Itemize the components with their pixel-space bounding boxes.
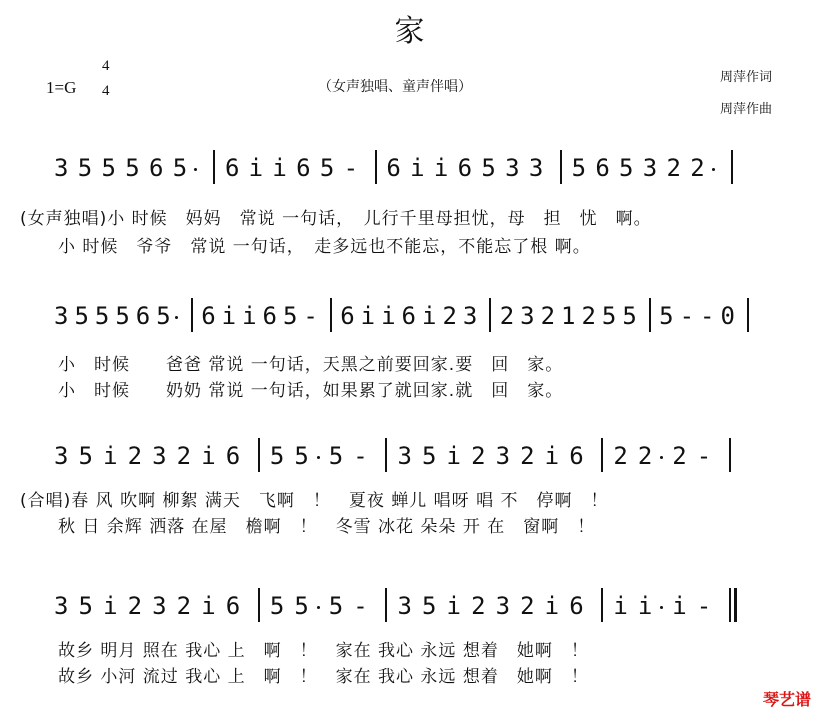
score-note: 3 xyxy=(520,302,535,330)
score-note: i xyxy=(248,154,264,182)
score-note: 2 xyxy=(471,442,486,470)
score-note: i xyxy=(613,592,628,620)
score-note: i xyxy=(360,302,376,330)
score-row-4 xyxy=(50,588,790,638)
score-note: i xyxy=(544,592,560,620)
bar-line xyxy=(747,298,749,332)
score-note: 1 xyxy=(561,302,576,330)
score-note: 6 xyxy=(225,442,241,470)
score-note: 0 xyxy=(720,302,735,330)
score-note: 6 xyxy=(386,154,401,182)
score-row-3 xyxy=(50,438,790,488)
score-note: 2 xyxy=(499,302,515,330)
bar-line xyxy=(734,588,737,622)
lyricist-credit: 周萍作词 xyxy=(720,70,773,85)
lyric-line-4a: 故乡 明月 照在 我心 上 啊 ！ 家在 我心 永远 想着 她啊 ！ xyxy=(58,641,589,661)
augmentation-dot xyxy=(317,456,320,459)
score-note: i xyxy=(272,154,287,182)
score-note: i xyxy=(103,442,118,470)
score-note: 3 xyxy=(462,302,478,330)
score-note: 6 xyxy=(569,592,584,620)
score-note: - xyxy=(700,302,715,330)
score-note: 3 xyxy=(528,154,544,182)
score-note: 5 xyxy=(422,592,437,620)
score-note: 2 xyxy=(540,302,556,330)
score-note: 3 xyxy=(505,154,520,182)
score-note: i xyxy=(446,442,461,470)
score-note: 6 xyxy=(457,154,473,182)
score-note: 5 xyxy=(78,442,93,470)
score-note: 5 xyxy=(156,302,171,330)
score-note: 3 xyxy=(54,302,69,330)
score-note: i xyxy=(242,302,257,330)
score-note: i xyxy=(637,592,653,620)
score-note: 2 xyxy=(520,592,535,620)
composer-credit: 周萍作曲 xyxy=(720,102,773,117)
score-note: i xyxy=(672,592,687,620)
lyric-line-1a: (女声独唱)小 时候 妈妈 常说 一句话， 儿行千里母担忧，母 担 忧 啊。 xyxy=(20,209,652,229)
score-note: 5 xyxy=(328,592,344,620)
augmentation-dot xyxy=(660,606,663,609)
bar-line xyxy=(385,588,387,622)
score-note: 5 xyxy=(571,154,587,182)
score-note: 5 xyxy=(622,302,637,330)
augmentation-dot xyxy=(317,606,320,609)
bar-line xyxy=(375,150,377,184)
score-row-1 xyxy=(50,150,790,200)
score-note: 3 xyxy=(495,442,511,470)
score-note: i xyxy=(410,154,425,182)
score-note: 2 xyxy=(442,302,457,330)
score-note: 3 xyxy=(54,592,69,620)
watermark-logo: 琴艺谱 xyxy=(762,690,811,709)
bar-line xyxy=(601,438,603,472)
score-note: i xyxy=(544,442,560,470)
augmentation-dot xyxy=(660,456,663,459)
score-note: - xyxy=(696,592,712,620)
score-note: i xyxy=(381,302,396,330)
score-note: 5 xyxy=(422,442,437,470)
time-signature-bottom: 4 xyxy=(102,83,110,99)
score-note: 6 xyxy=(401,302,416,330)
page-title: 家 xyxy=(394,14,427,49)
lyric-line-4b: 故乡 小河 流过 我心 上 啊 ！ 家在 我心 永远 想着 她啊 ！ xyxy=(58,667,589,687)
score-note: - xyxy=(343,154,359,182)
score-note: - xyxy=(679,302,695,330)
score-note: 3 xyxy=(152,442,167,470)
bar-line xyxy=(649,298,651,332)
bar-line xyxy=(385,438,387,472)
score-note: 2 xyxy=(127,442,143,470)
score-note: 3 xyxy=(152,592,167,620)
score-note: 3 xyxy=(642,154,658,182)
score-note: 2 xyxy=(637,442,653,470)
score-note: 2 xyxy=(471,592,486,620)
score-note: 6 xyxy=(262,302,277,330)
score-note: 6 xyxy=(201,302,216,330)
score-row-2 xyxy=(50,298,790,348)
score-note: i xyxy=(433,154,449,182)
score-note: 6 xyxy=(595,154,610,182)
score-note: 5 xyxy=(294,442,309,470)
lyric-line-2b: 小 时候 奶奶 常说 一句话，如果累了就回家.就 回 家。 xyxy=(58,381,564,401)
bar-line xyxy=(731,150,733,184)
score-note: i xyxy=(103,592,118,620)
score-note: 6 xyxy=(340,302,355,330)
score-note: 3 xyxy=(397,592,412,620)
augmentation-dot xyxy=(194,168,197,171)
bar-line xyxy=(191,298,193,332)
score-note: - xyxy=(696,442,712,470)
score-note: i xyxy=(201,442,216,470)
score-note: 6 xyxy=(148,154,164,182)
bar-line xyxy=(601,588,603,622)
augmentation-dot xyxy=(175,316,178,319)
score-note: 6 xyxy=(569,442,584,470)
score-note: i xyxy=(221,302,237,330)
score-note: - xyxy=(303,302,318,330)
score-note: 3 xyxy=(397,442,412,470)
bar-line xyxy=(213,150,215,184)
score-note: 5 xyxy=(172,154,188,182)
bar-line xyxy=(560,150,562,184)
score-note: 2 xyxy=(176,592,192,620)
lyric-line-1b: 小 时候 爷爷 常说 一句话， 走多远也不能忘，不能忘了根 啊。 xyxy=(58,237,591,257)
bar-line xyxy=(729,588,731,622)
bar-line xyxy=(258,588,260,622)
score-note: - xyxy=(353,442,368,470)
score-note: 2 xyxy=(581,302,596,330)
score-note: 2 xyxy=(176,442,192,470)
score-note: 5 xyxy=(319,154,335,182)
score-note: 2 xyxy=(613,442,628,470)
score-note: 5 xyxy=(481,154,496,182)
bar-line xyxy=(330,298,332,332)
score-note: 6 xyxy=(296,154,311,182)
score-note: 5 xyxy=(659,302,674,330)
lyric-line-3b: 秋 日 余辉 洒落 在屋 檐啊 ！ 冬雪 冰花 朵朵 开 在 窗啊 ！ xyxy=(58,517,596,537)
score-note: 5 xyxy=(269,442,285,470)
score-note: 5 xyxy=(294,592,309,620)
score-note: 6 xyxy=(225,592,241,620)
score-note: 5 xyxy=(125,154,140,182)
lyric-line-3a: (合唱)春 风 吹啊 柳絮 满天 飞啊 ！ 夏夜 蝉儿 唱呀 唱 不 停啊 ！ xyxy=(20,491,609,511)
score-note: 5 xyxy=(601,302,617,330)
score-note: 5 xyxy=(78,592,93,620)
score-note: 5 xyxy=(74,302,89,330)
score-note: - xyxy=(353,592,368,620)
time-signature-top: 4 xyxy=(102,58,110,74)
score-note: 5 xyxy=(115,302,130,330)
score-note: i xyxy=(201,592,216,620)
score-note: 3 xyxy=(495,592,511,620)
key-signature: 1=G xyxy=(46,78,77,97)
performance-note: （女声独唱、童声伴唱） xyxy=(318,79,472,95)
score-note: 2 xyxy=(520,442,535,470)
score-note: 6 xyxy=(135,302,151,330)
score-note: 5 xyxy=(328,442,344,470)
score-note: 5 xyxy=(619,154,634,182)
score-note: 3 xyxy=(54,154,69,182)
score-note: i xyxy=(446,592,461,620)
score-note: 2 xyxy=(666,154,681,182)
score-note: 2 xyxy=(690,154,705,182)
score-note: 2 xyxy=(127,592,143,620)
score-note: 5 xyxy=(77,154,93,182)
bar-line xyxy=(258,438,260,472)
score-note: 6 xyxy=(224,154,240,182)
lyric-line-2a: 小 时候 爸爸 常说 一句话，天黑之前要回家.要 回 家。 xyxy=(58,355,564,375)
augmentation-dot xyxy=(712,168,715,171)
score-note: i xyxy=(422,302,437,330)
score-note: 5 xyxy=(269,592,285,620)
score-note: 5 xyxy=(94,302,110,330)
bar-line xyxy=(729,438,731,472)
bar-line xyxy=(489,298,491,332)
score-note: 5 xyxy=(101,154,116,182)
score-note: 3 xyxy=(54,442,69,470)
score-note: 5 xyxy=(282,302,298,330)
score-note: 2 xyxy=(672,442,687,470)
